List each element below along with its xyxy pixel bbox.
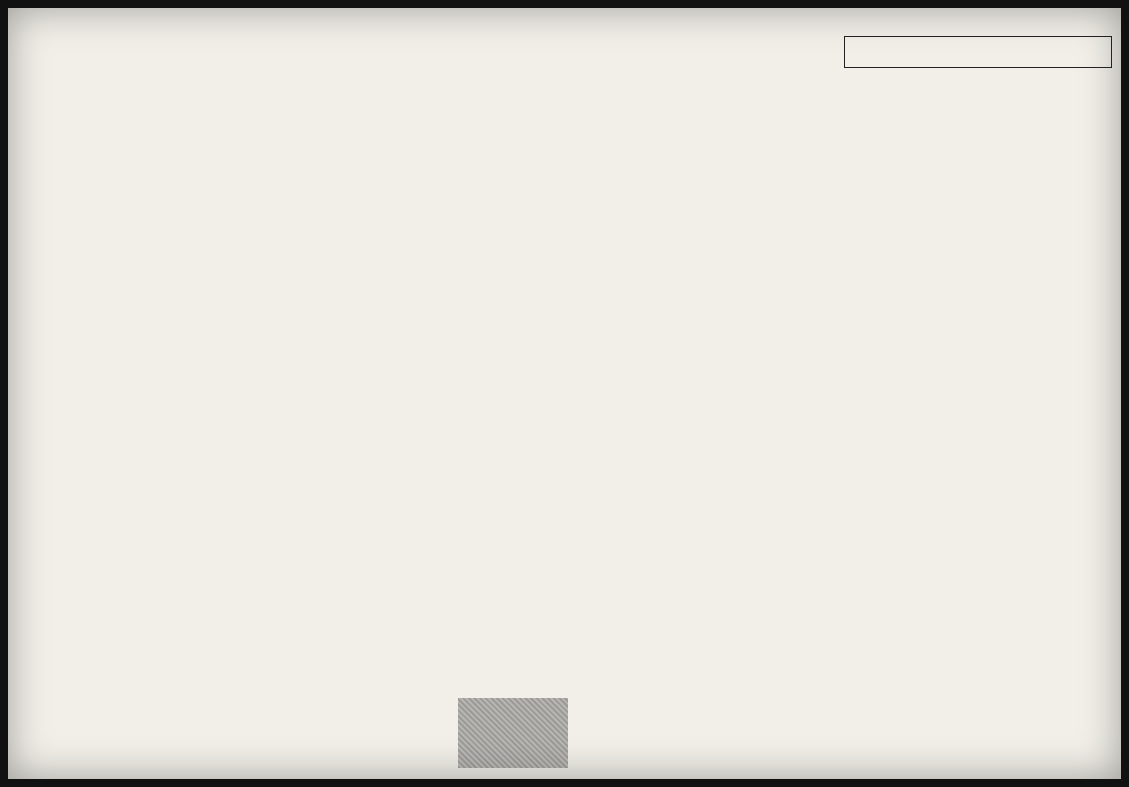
ledger-grid <box>8 8 1121 779</box>
census-sheet <box>8 8 1121 779</box>
ink-smudge <box>458 698 568 768</box>
